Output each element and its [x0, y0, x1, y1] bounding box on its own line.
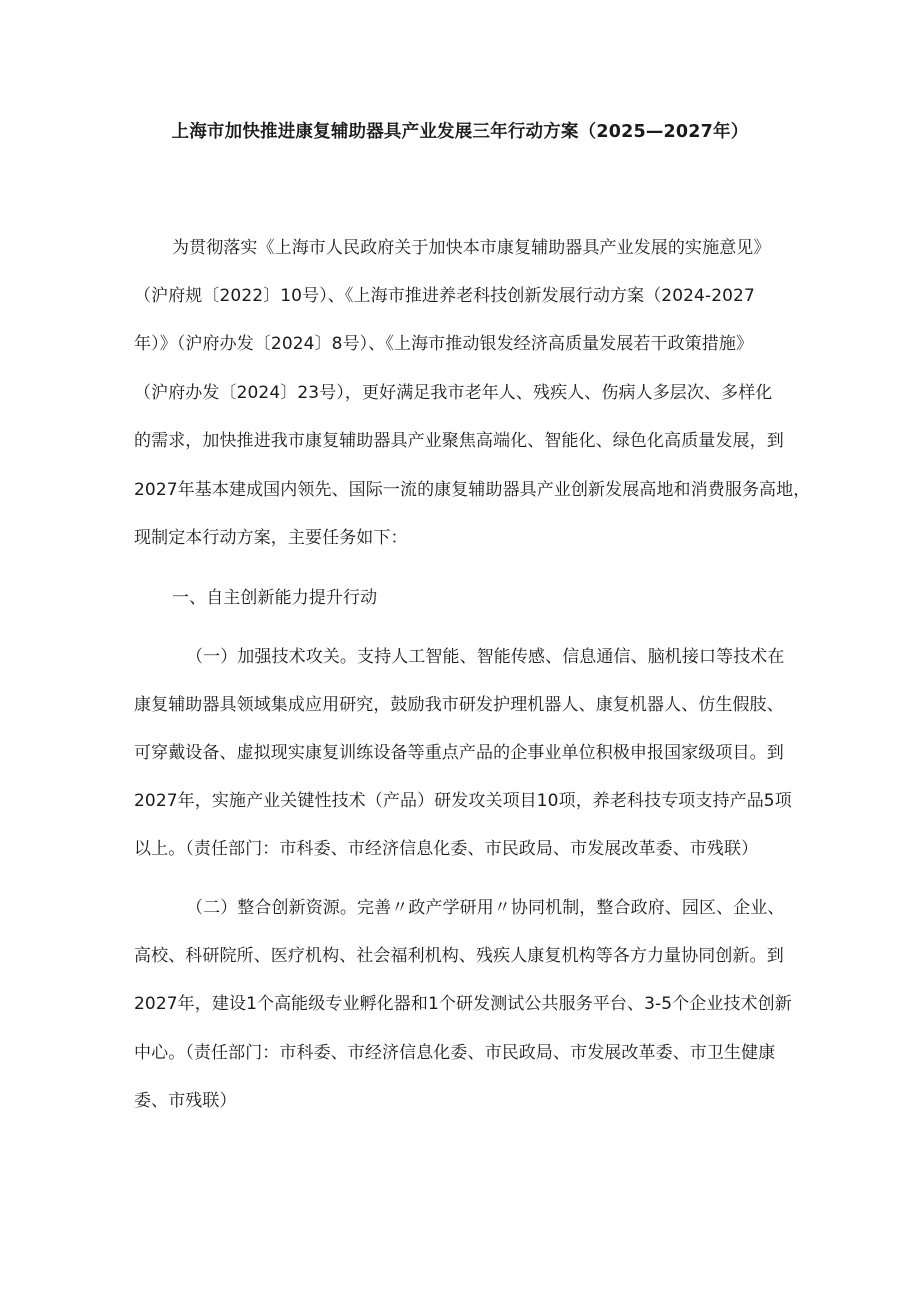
intro-line-5: 的需求，加快推进我市康复辅助器具产业聚焦高端化、智能化、绿色化高质量发展，到 [134, 431, 784, 451]
item-2-line-5: 委、市残联） [134, 1091, 237, 1111]
item-1-line-3: 可穿戴设备、虚拟现实康复训练设备等重点产品的企事业单位积极申报国家级项目。到 [134, 743, 784, 763]
item-1-line-1: （一）加强技术攻关。支持人工智能、智能传感、信息通信、脑机接口等技术在 [186, 647, 785, 667]
document-title: 上海市加快推进康复辅助器具产业发展三年行动方案（2025—2027年） [171, 122, 749, 142]
intro-line-3: 年）》（沪府办发〔2024〕8号）、《上海市推动银发经济高质量发展若干政策措施》 [134, 334, 754, 354]
item-2-line-4: 中心。（责任部门：市科委、市经济信息化委、市民政局、市发展改革委、市卫生健康 [134, 1043, 776, 1063]
intro-line-4: （沪府办发〔2024〕23号），更好满足我市老年人、残疾人、伤病人多层次、多样化 [134, 383, 773, 403]
item-1-line-2: 康复辅助器具领域集成应用研究，鼓励我市研发护理机器人、康复机器人、仿生假肢、 [134, 695, 784, 715]
item-2-line-1: （二）整合创新资源。完善〃政产学研用〃协同机制，整合政府、园区、企业、 [186, 898, 785, 918]
item-1-line-5: 以上。（责任部门：市科委、市经济信息化委、市民政局、市发展改革委、市残联） [134, 839, 759, 859]
item-2-line-3: 2027年，建设1个高能级专业孵化器和1个研发测试公共服务平台、3-5个企业技术创新 [134, 994, 792, 1014]
intro-line-1: 为贯彻落实《上海市人民政府关于加快本市康复辅助器具产业发展的实施意见》 [172, 238, 771, 258]
item-2-line-2: 高校、科研院所、医疗机构、社会福利机构、残疾人康复机构等各方力量协同创新。到 [134, 946, 784, 966]
item-1-line-4: 2027年，实施产业关键性技术（产品）研发攻关项目10项，养老科技专项支持产品5项 [134, 791, 792, 811]
intro-line-6: 2027年基本建成国内领先、国际一流的康复辅助器具产业创新发展高地和消费服务高地， [134, 480, 811, 500]
intro-line-7: 现制定本行动方案，主要任务如下： [134, 528, 408, 548]
intro-line-2: （沪府规〔2022〕10号）、《上海市推进养老科技创新发展行动方案（2024-2027 [134, 286, 755, 306]
section-heading: 一、自主创新能力提升行动 [172, 588, 378, 608]
